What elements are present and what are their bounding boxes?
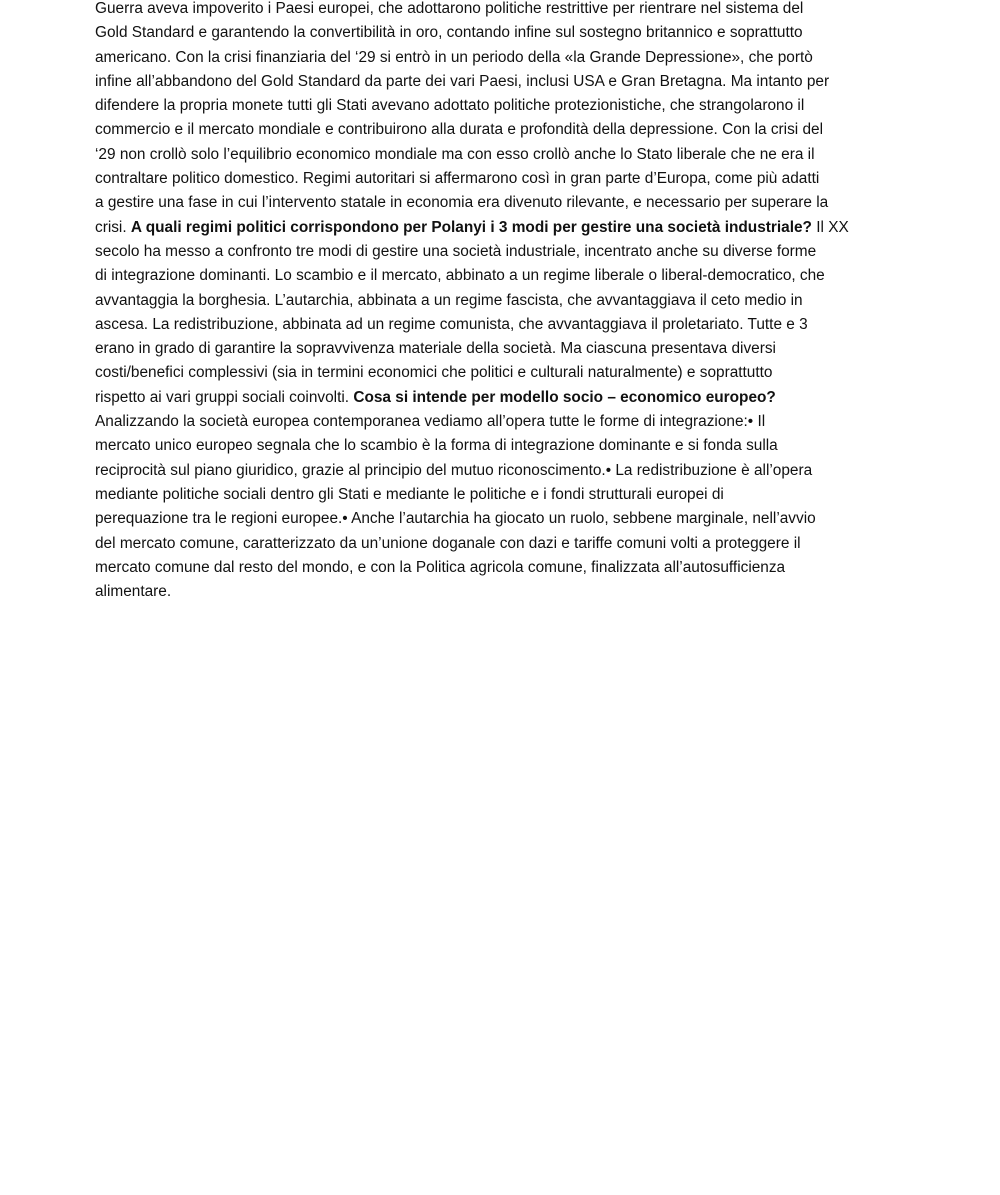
text-line (95, 118, 907, 142)
text-segment: a gestire una fase in cui l’intervento statale in economia era divenuto rilevante, e necessario per superare la (95, 194, 829, 212)
text-line (95, 167, 907, 191)
text-segment: Gold Standard e garantendo la convertibilità in oro, contando infine sul sostegno britannico e soprattutto (95, 24, 803, 42)
bold-question: A quali regimi politici corrispondono per Polanyi i 3 modi per gestire una società industriale? (130, 218, 812, 236)
text-segment: Il XX (811, 218, 849, 236)
text-segment: secolo ha messo a confronto tre modi di gestire una società industriale, incentrato anche su diverse forme (95, 242, 817, 260)
text-segment: mercato comune dal resto del mondo, e con la Politica agricola comune, finalizzata all’autosufficienza (95, 558, 786, 576)
text-line (95, 410, 907, 434)
text-segment: infine all’abbandono del Gold Standard da parte dei vari Paesi, inclusi USA e Gran Bretagna. Ma intanto per (95, 72, 830, 90)
text-segment: rispetto ai vari gruppi sociali coinvolti. (95, 388, 354, 406)
text-line (95, 191, 907, 215)
text-line (95, 70, 907, 94)
text-segment: commercio e il mercato mondiale e contribuirono alla durata e profondità della depressione. Con la crisi del (95, 121, 824, 139)
text-segment: perequazione tra le regioni europee.• Anche l’autarchia ha giocato un ruolo, sebbene marginale, nell’avvio (95, 510, 816, 528)
text-segment: ascesa. La redistribuzione, abbinata ad un regime comunista, che avvantaggiava il proletariato. Tutte e 3 (95, 315, 808, 333)
text-line (95, 94, 907, 118)
bold-question: Cosa si intende per modello socio – economico europeo? (353, 388, 776, 406)
document-body (95, 0, 907, 604)
text-line (95, 264, 907, 288)
text-segment: erano in grado di garantire la sopravvivenza materiale della società. Ma ciascuna presentava diversi (95, 340, 776, 358)
text-segment: alimentare. (95, 583, 172, 601)
text-segment: mediante politiche sociali dentro gli Stati e mediante le politiche e i fondi strutturali europei di (95, 485, 724, 503)
text-segment: ‘29 non crollò solo l’equilibrio economico mondiale ma con esso crollò anche lo Stato liberale che ne era il (95, 145, 815, 163)
text-segment: mercato unico europeo segnala che lo scambio è la forma di integrazione dominante e si fonda sulla (95, 437, 778, 455)
text-segment: costi/benefici complessivi (sia in termini economici che politici e culturali naturalmente) e soprattutto (95, 364, 773, 382)
text-segment: difendere la propria monete tutti gli Stati avevano adottato politiche protezionistiche, che strangolarono il (95, 97, 805, 115)
text-line (95, 313, 907, 337)
text-segment: del mercato comune, caratterizzato da un’unione doganale con dazi e tariffe comuni volti a proteggere il (95, 534, 801, 552)
text-segment: Guerra aveva impoverito i Paesi europei, che adottarono politiche restrittive per rientrare nel sistema del (95, 0, 804, 17)
text-segment: avvantaggia la borghesia. L’autarchia, abbinata a un regime fascista, che avvantaggiava il ceto medio in (95, 291, 803, 309)
text-segment: crisi. (95, 218, 131, 236)
text-segment: contraltare politico domestico. Regimi autoritari si affermarono così in gran parte d’Europa, come più adatti (95, 170, 820, 188)
text-line (95, 216, 907, 240)
text-segment: Analizzando la società europea contemporanea vediamo all’opera tutte le forme di integrazione:• Il (95, 413, 766, 431)
text-line (95, 289, 907, 313)
text-segment: americano. Con la crisi finanziaria del ‘29 si entrò in un periodo della «la Grande Depressione», che portò (95, 48, 813, 66)
text-line (95, 143, 907, 167)
text-line (95, 337, 907, 361)
text-segment: reciprocità sul piano giuridico, grazie al principio del mutuo riconoscimento.• La redistribuzione è all’opera (95, 461, 813, 479)
text-line (95, 361, 907, 385)
text-line (95, 21, 907, 45)
text-line (95, 580, 907, 604)
text-line (95, 459, 907, 483)
text-line (95, 434, 907, 458)
text-line (95, 0, 907, 21)
text-segment: di integrazione dominanti. Lo scambio e il mercato, abbinato a un regime liberale o liberal-democratico, che (95, 267, 825, 285)
text-line (95, 483, 907, 507)
text-line (95, 532, 907, 556)
text-line (95, 240, 907, 264)
text-line (95, 46, 907, 70)
text-line (95, 507, 907, 531)
text-line (95, 556, 907, 580)
text-line (95, 386, 907, 410)
